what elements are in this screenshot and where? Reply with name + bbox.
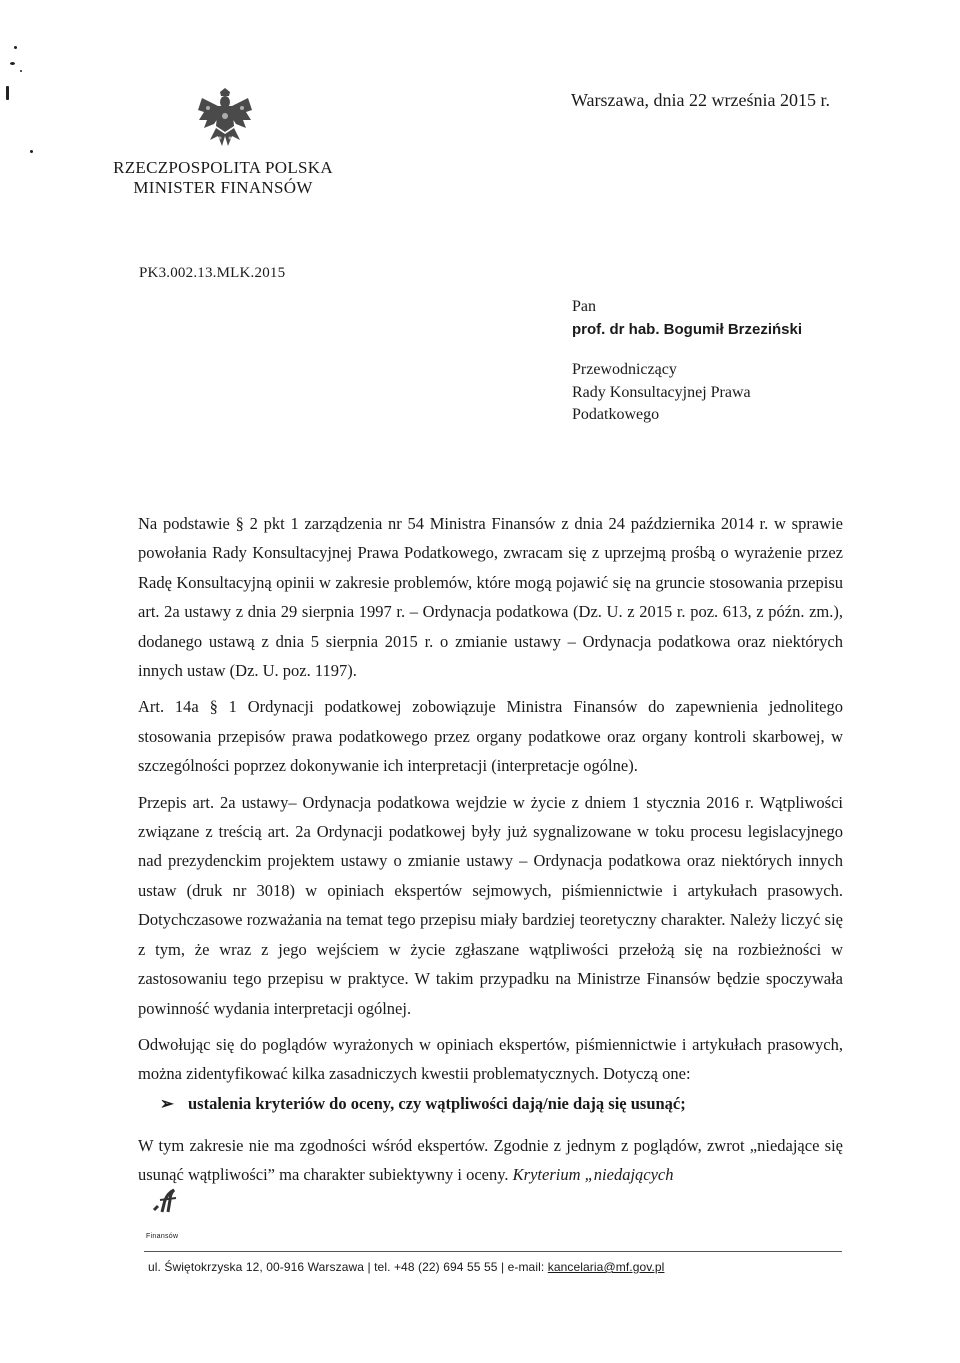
paragraph: Odwołując się do poglądów wyrażonych w opiniach ekspertów, piśmiennictwie i artykułach prasowych, można zidentyfikować kilka zasadniczych kwestii problematycznych. Dotyczą one: <box>138 1034 843 1084</box>
scan-speck <box>10 62 15 65</box>
scan-speck <box>6 86 9 100</box>
recipient-salutation: Pan <box>572 298 596 315</box>
scan-speck <box>14 46 17 49</box>
recipient-role-line: Podatkowego <box>572 406 660 423</box>
paragraph-italic-text: Kryterium „niedających <box>512 1165 674 1185</box>
eagle-emblem-icon <box>196 88 254 152</box>
sender-block <box>88 158 358 198</box>
footer-separator: | <box>500 1260 508 1274</box>
footer-address: ul. Świętokrzyska 12, 00-916 Warszawa <box>148 1260 365 1274</box>
office-name: MINISTER FINANSÓW <box>133 178 313 197</box>
letter-body-continued <box>138 1131 843 1190</box>
reference-number: PK3.002.13.MLK.2015 <box>139 265 286 281</box>
footer-email-label: e-mail: <box>507 1260 545 1274</box>
country-name: RZECZPOSPOLITA POLSKA <box>113 158 333 177</box>
stamp-caption: Finansów <box>146 1233 179 1240</box>
paragraph: Przepis art. 2a ustawy– Ordynacja podatkowa wejdzie w życie z dniem 1 stycznia 2016 r. Wątpliwości związane z treścią art. 2a Ordynacji podatkowej były już sygnalizowane w toku procesu legislacyjnego nad prezydenckim projektem ustawy o zmianie ustawy – Ordynacja podatkowa oraz niektórych innych ustaw (druk nr 3018) w opiniach ekspertów sejmowych, piśmiennictwie i artykułach prasowych. Dotychczasowe rozważania na temat tego przepisu miały bardziej teoretyczny charakter. Należy liczyć się z tym, że wraz z jego wejściem w życie zgłaszane wątpliwości przełożą się na rozbieżności w zastosowaniu tego przepisu w praktyce. W takim przypadku na Ministrze Finansów będzie spoczywała powinność wydania interpretacji ogólnej. <box>138 792 843 1018</box>
bullet-item <box>160 1094 686 1114</box>
letter-date: Warszawa, dnia 22 września 2015 r. <box>571 90 830 110</box>
scan-speck <box>20 70 22 72</box>
footer-email-link[interactable]: kancelaria@mf.gov.pl <box>547 1260 665 1274</box>
stamp-mark-icon <box>150 1186 190 1214</box>
paragraph: Art. 14a § 1 Ordynacji podatkowej zobowiązuje Ministra Finansów do zapewnienia jednolitego stosowania przepisów prawa podatkowego przez organy podatkowe oraz organy kontroli skarbowej, w szczególności poprzez dokonywanie ich interpretacji (interpretacje ogólne). <box>138 697 843 776</box>
recipient-role-line: Rady Konsultacyjnej Prawa <box>572 384 751 401</box>
footer-divider <box>144 1251 842 1252</box>
letter-body <box>138 509 843 1089</box>
recipient-name: prof. dr hab. Bogumił Brzeziński <box>572 321 803 338</box>
scan-speck <box>30 150 33 153</box>
paragraph: Na podstawie § 2 pkt 1 zarządzenia nr 54 Ministra Finansów z dnia 24 października 2014 r. w sprawie powołania Rady Konsultacyjnej Prawa Podatkowego, zwracam się z uprzejmą prośbą o wyrażenie przez Radę Konsultacyjną opinii w zakresie problemów, które mogą pojawić się na gruncie stosowania przepisu art. 2a ustawy z dnia 29 sierpnia 1997 r. – Ordynacja podatkowa (Dz. U. z 2015 r. poz. 613, z późn. zm.), dodanego ustawą z dnia 5 sierpnia 2015 r. o zmianie ustawy – Ordynacja podatkowa oraz niektórych innych ustaw (Dz. U. poz. 1197). <box>138 514 843 681</box>
recipient-role-line: Przewodniczący <box>572 361 677 378</box>
bullet-text: ustalenia kryteriów do oceny, czy wątpliwości dają/nie dają się usunąć; <box>188 1094 686 1113</box>
paragraph-text: W tym zakresie nie ma zgodności wśród ekspertów. Zgodnie z jednym z poglądów, zwrot „niedające się usunąć wątpliwości” ma charakter subiektywny i oceny. <box>138 1136 843 1185</box>
arrow-bullet-icon: ➢ <box>160 1094 174 1113</box>
footer-separator: | <box>367 1260 375 1274</box>
paragraph <box>138 1131 843 1190</box>
footer-phone: tel. +48 (22) 694 55 55 <box>374 1260 498 1274</box>
footer-contact <box>148 1260 664 1274</box>
